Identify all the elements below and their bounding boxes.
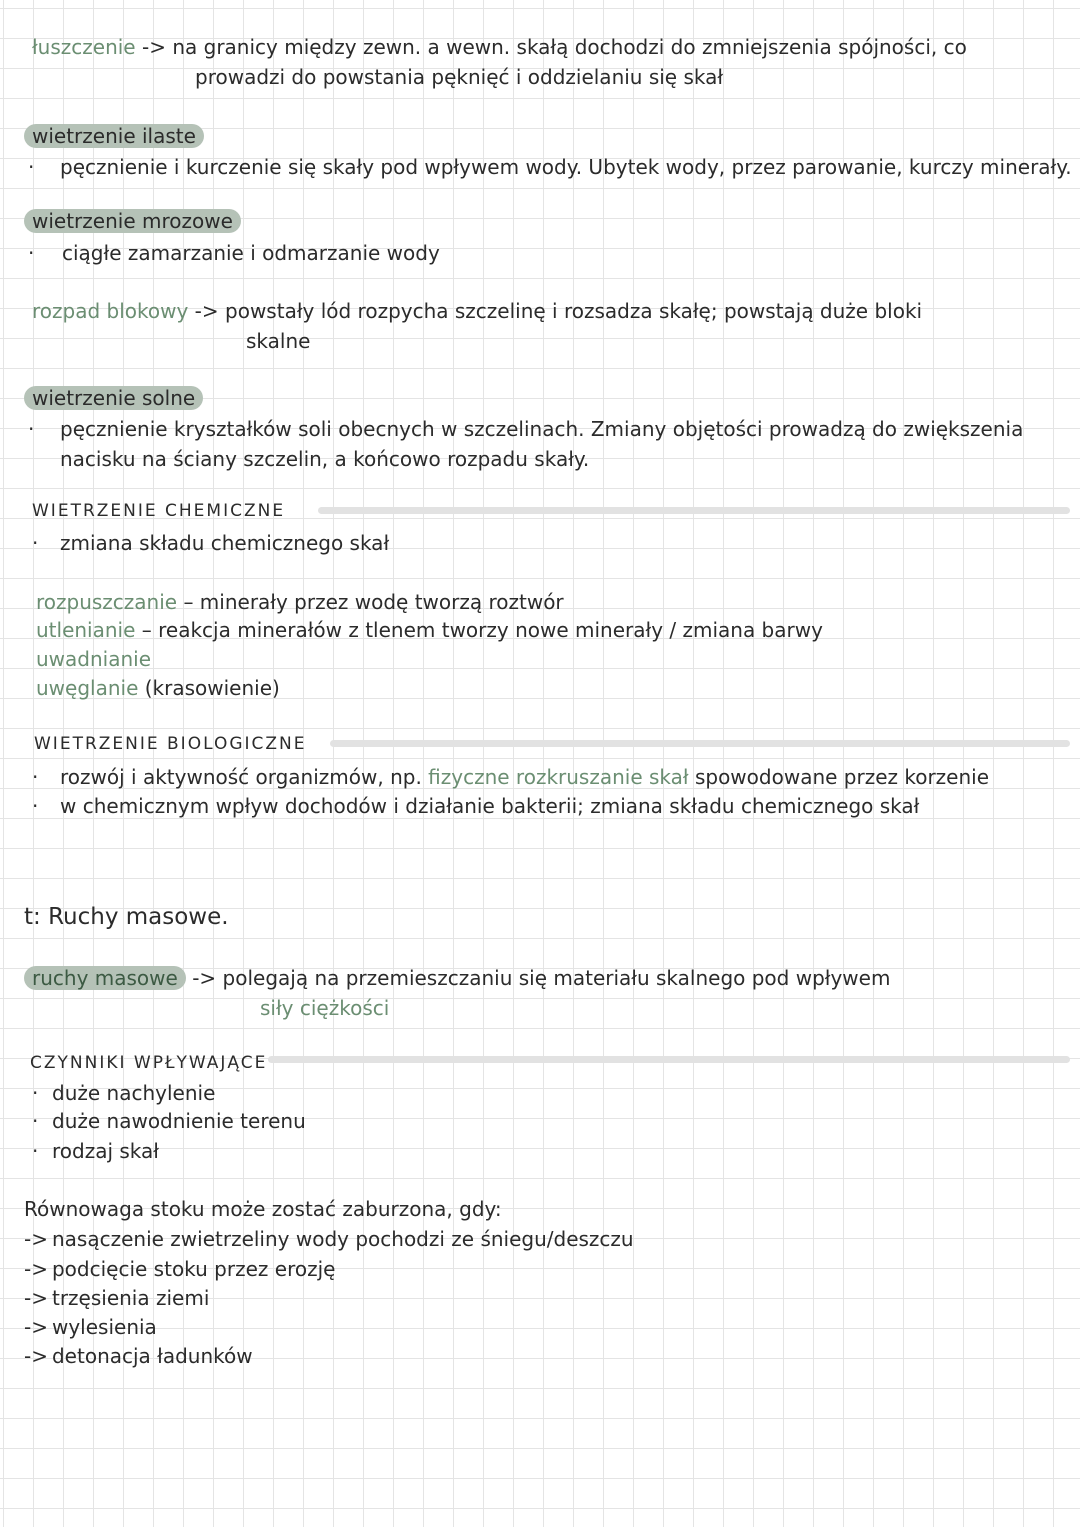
weglanie-term: uwęglanie	[36, 676, 139, 700]
ilaste-bullet: pęcznienie i kurczenie się skały pod wpływem wody. Ubytek wody, przez parowanie, kurczy minerały.	[60, 155, 1072, 179]
luszczenie-definition: na granicy między zewn. a wewn. skałą dochodzi do zmniejszenia spójności, co	[172, 35, 967, 59]
weglanie-line	[36, 675, 280, 701]
section-divider	[330, 740, 1070, 747]
mrozowe-bullet: ciągłe zamarzanie i odmarzanie wody	[62, 241, 440, 265]
rownowaga-item	[24, 1256, 335, 1282]
bullet-dot: ·	[32, 531, 39, 555]
arrow-symbol: ->	[141, 35, 166, 59]
bullet-dot: ·	[28, 155, 35, 179]
biologiczne-bullet-2: w chemicznym wpływ dochodów i działanie bakterii; zmiana składu chemicznego skał	[60, 794, 920, 818]
bullet-dot: ·	[28, 241, 35, 265]
rozpuszczanie-definition: – minerały przez wodę tworzą roztwór	[183, 590, 564, 614]
czynniki-heading: CZYNNIKI WPŁYWAJĄCE	[30, 1053, 268, 1073]
rozpuszczanie-line	[36, 589, 564, 615]
czynnik-item: rodzaj skał	[52, 1139, 159, 1163]
ruchy-definition: polegają na przemieszczaniu się materiału skalnego pod wpływem	[222, 966, 891, 990]
rownowaga-item	[24, 1343, 253, 1369]
rownowaga-item	[24, 1226, 634, 1252]
rownowaga-item-text: nasączenie zwietrzeliny wody pochodzi ze śniegu/deszczu	[51, 1227, 634, 1251]
biologiczne-b1-end: spowodowane przez korzenie	[694, 765, 990, 789]
solne-line-1: pęcznienie kryształków soli obecnych w szczelinach. Zmiany objętości prowadzą do zwiększenia	[60, 417, 1024, 441]
rownowaga-intro: Równowaga stoku może zostać zaburzona, gdy:	[24, 1197, 502, 1221]
biologiczne-bullet-1	[60, 764, 989, 790]
ruchy-term: ruchy masowe	[24, 966, 186, 990]
chemiczne-bullet: zmiana składu chemicznego skał	[60, 531, 390, 555]
luszczenie-term: łuszczenie	[32, 35, 136, 59]
ilaste-heading-wrap	[32, 123, 204, 149]
bullet-dot: ·	[32, 1109, 39, 1133]
bullet-dot: ·	[32, 794, 39, 818]
luszczenie-line-2: prowadzi do powstania pęknięć i oddzielaniu się skał	[195, 65, 724, 89]
rownowaga-item-text: detonacja ładunków	[51, 1344, 253, 1368]
utlenianie-line	[36, 617, 823, 643]
luszczenie-line-1	[32, 34, 967, 60]
rownowaga-item-text: podcięcie stoku przez erozję	[51, 1257, 336, 1281]
solne-heading: wietrzenie solne	[24, 386, 203, 410]
arrow-symbol: ->	[24, 1286, 48, 1310]
weglanie-note: (krasowienie)	[144, 676, 280, 700]
arrow-symbol: ->	[24, 1227, 48, 1251]
bullet-dot: ·	[32, 1081, 39, 1105]
czynnik-item: duże nawodnienie terenu	[52, 1109, 306, 1133]
rozpuszczanie-term: rozpuszczanie	[36, 590, 178, 614]
rownowaga-item-text: trzęsienia ziemi	[51, 1286, 210, 1310]
mrozowe-heading-wrap	[32, 208, 241, 234]
utlenianie-definition: – reakcja minerałów z tlenem tworzy nowe minerały / zmiana barwy	[141, 618, 823, 642]
arrow-symbol: ->	[194, 299, 219, 323]
rownowaga-item	[24, 1285, 209, 1311]
czynnik-item: duże nachylenie	[52, 1081, 216, 1105]
ilaste-heading: wietrzenie ilaste	[24, 124, 204, 148]
rozpad-line-1	[32, 298, 922, 324]
arrow-symbol: ->	[24, 1257, 48, 1281]
solne-heading-wrap	[32, 385, 203, 411]
rozpad-definition: powstały lód rozpycha szczelinę i rozsadza skałę; powstają duże bloki	[225, 299, 923, 323]
rownowaga-item-text: wylesienia	[51, 1315, 157, 1339]
arrow-symbol: ->	[24, 1344, 48, 1368]
bullet-dot: ·	[32, 1139, 39, 1163]
biologiczne-heading: WIETRZENIE BIOLOGICZNE	[34, 734, 307, 754]
biologiczne-b1-highlight: fizyczne rozkruszanie skał	[428, 765, 689, 789]
uwadnianie-term: uwadnianie	[36, 647, 152, 671]
chemiczne-heading: WIETRZENIE CHEMICZNE	[32, 501, 286, 521]
biologiczne-b1-start: rozwój i aktywność organizmów, np.	[60, 765, 422, 789]
section-divider	[318, 507, 1070, 514]
mrozowe-heading: wietrzenie mrozowe	[24, 209, 241, 233]
section-divider	[268, 1056, 1070, 1063]
rozpad-line-2: skalne	[246, 329, 311, 353]
bullet-dot: ·	[32, 765, 39, 789]
arrow-symbol: ->	[192, 966, 217, 990]
topic-title: t: Ruchy masowe.	[24, 904, 229, 930]
rozpad-term: rozpad blokowy	[32, 299, 189, 323]
solne-line-2: nacisku na ściany szczelin, a końcowo rozpadu skały.	[60, 447, 590, 471]
rownowaga-item	[24, 1314, 157, 1340]
bullet-dot: ·	[28, 417, 35, 441]
utlenianie-term: utlenianie	[36, 618, 136, 642]
ruchy-line-1	[32, 965, 890, 991]
arrow-symbol: ->	[24, 1315, 48, 1339]
ruchy-line-2: siły ciężkości	[260, 996, 390, 1020]
